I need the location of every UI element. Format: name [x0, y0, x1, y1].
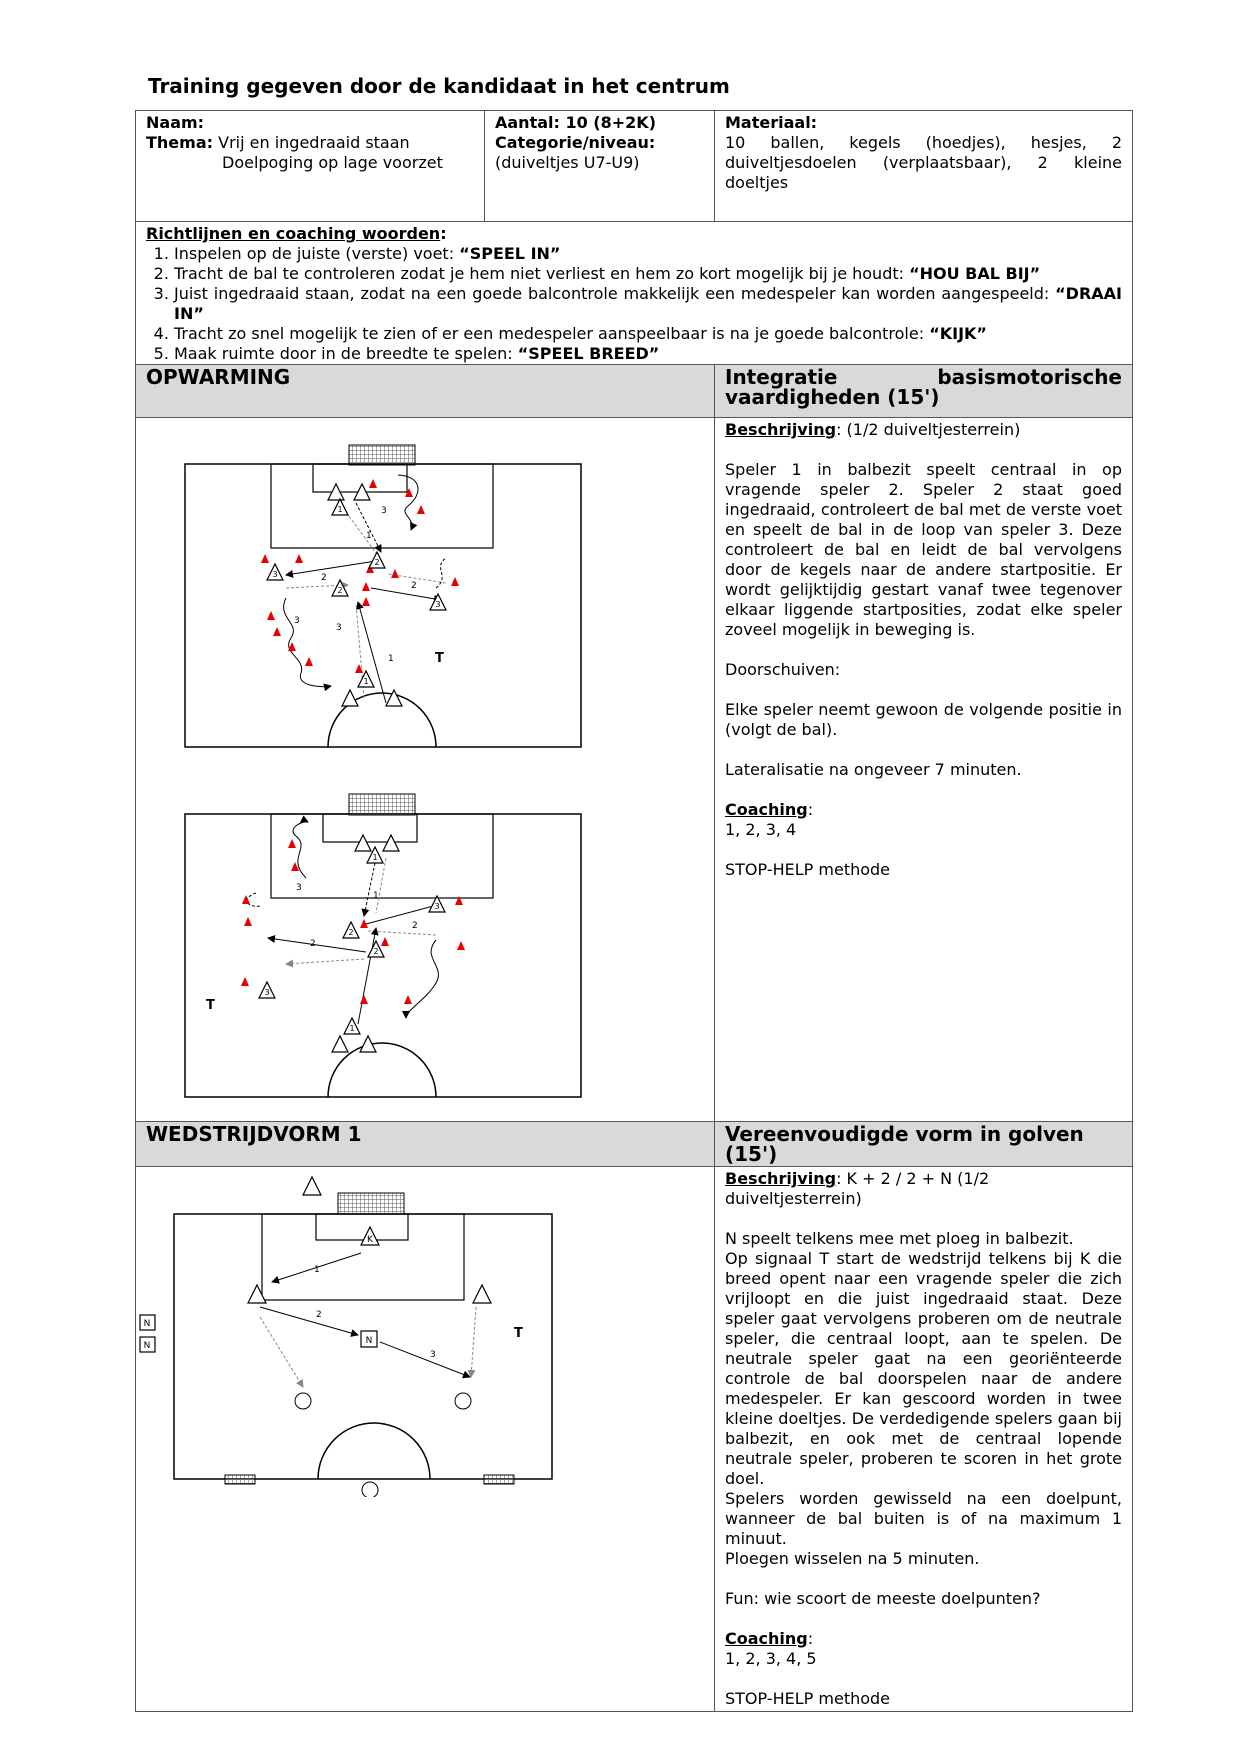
goal-net	[349, 794, 415, 815]
opwarming-description-cell: Beschrijving: (1/2 duiveltjesterrein) Speler 1 in balbezit speelt centraal in op vragende speler 2. Speler 2 staat goed ingedraaid, controleert de bal met de verste voet en speelt de bal in de loop van speler 3. Deze controleert de bal en leidt de bal vervolgens door de kegels naar de andere startpositie. Er wordt gelijktijdig gestart vanaf twee tegenover elkaar liggende startposities, zodat elke speler zoveel mogelijk in beweging is. Doorschuiven: Elke speler neemt gewoon de volgende positie in (volgt de bal). Lateralisatie na ongeveer 7 minuten. Coaching: 1, 2, 3, 4 STOP-HELP methode	[715, 418, 1133, 1122]
list-item: 3. Juist ingedraaid staan, zodat na een goede balcontrole makkelijk een medespeler kan worden aangespeeld: “DRAAI IN”	[174, 284, 1122, 324]
thema-line1: Vrij en ingedraaid staan	[218, 133, 410, 152]
svg-text:T: T	[206, 998, 215, 1013]
svg-text:3: 3	[264, 988, 270, 997]
wedstrijdvorm-para5: Fun: wie scoort de meeste doelpunten?	[725, 1589, 1041, 1608]
materiaal-line1: 10 ballen, kegels (hoedjes), hesjes, 2	[725, 133, 1122, 152]
thema-line2: Doelpoging op lage voorzet	[222, 153, 443, 172]
svg-text:3: 3	[272, 570, 278, 579]
svg-text:1: 1	[314, 1265, 320, 1275]
list-item: 2. Tracht de bal te controleren zodat je hem niet verliest en hem zo kort mogelijk bij je houdt: “HOU BAL BIJ”	[174, 264, 1122, 284]
coaching-value: 1, 2, 3, 4, 5	[725, 1649, 817, 1668]
penalty-area	[271, 814, 493, 898]
method-text: STOP-HELP methode	[725, 860, 891, 879]
opwarming-label: OPWARMING	[136, 365, 715, 418]
svg-text:3: 3	[434, 902, 440, 911]
method-text: STOP-HELP methode	[725, 1689, 891, 1708]
svg-text:3: 3	[430, 1350, 436, 1360]
svg-text:2: 2	[411, 581, 417, 591]
svg-text:2: 2	[316, 1310, 322, 1320]
thema-label: Thema:	[146, 133, 214, 152]
trainer-label: T	[435, 651, 444, 666]
svg-text:N: N	[365, 1336, 373, 1346]
materiaal-cell	[715, 111, 1133, 222]
opwarming-diagram-cell	[136, 418, 715, 1122]
svg-text:N: N	[143, 1319, 151, 1329]
goal-area	[323, 814, 417, 842]
svg-text:3: 3	[294, 616, 300, 626]
richtlijnen-list	[146, 244, 1122, 364]
diagram-1	[185, 445, 581, 747]
beschrijving-label: Beschrijving	[725, 420, 837, 439]
opwarming-diagrams	[136, 418, 602, 1116]
opwarming-para1: Speler 1 in balbezit speelt centraal in op vragende speler 2. Speler 2 staat goed ingedraaid, controleert de bal met de verste voet en speelt de bal in de loop van speler 3. Deze controleert de bal en leidt de bal vervolgens door de kegels naar de andere startpositie. Er wordt gelijktijdig gestart vanaf twee tegenover elkaar liggende startposities, zodat elke speler zoveel mogelijk in beweging is.	[725, 460, 1122, 639]
ball-icon	[362, 1482, 378, 1497]
aantal-cell	[485, 111, 715, 222]
svg-text:2: 2	[310, 939, 316, 949]
aantal-label: Aantal: 10 (8+2K)	[495, 113, 656, 132]
naam-label: Naam:	[146, 113, 205, 132]
svg-text:2: 2	[374, 558, 380, 567]
goal-net	[338, 1193, 404, 1214]
naam-thema-cell	[136, 111, 485, 222]
svg-text:1: 1	[366, 531, 372, 541]
categorie-value: (duiveltjes U7-U9)	[495, 153, 640, 172]
richtlijnen-cell: Richtlijnen en coaching woorden: 1. Inspelen op de juiste (verste) voet: “SPEEL IN” 2. Tracht de bal te controleren zodat je hem niet verliest en hem zo kort mogelijk bij je houdt: “HOU BAL BIJ” 3. Juist ingedraaid staan, zodat na een goede balcontrole makkelijk een medespeler kan worden aangespeeld: “DRAAI IN” 4. Tracht zo snel mogelijk te zien of er een medespeler aanspeelbaar is na je goede balcontrole: “KIJK” 5. Maak ruimte door in de breedte te spelen: “SPEEL BREED”	[136, 222, 1133, 365]
page-title: Training gegeven door de kandidaat in het centrum	[148, 74, 730, 98]
svg-text:K: K	[367, 1235, 373, 1245]
svg-text:1: 1	[363, 677, 369, 686]
richtlijnen-heading: Richtlijnen en coaching woorden	[146, 224, 441, 243]
svg-text:1: 1	[372, 853, 378, 862]
goal-area	[316, 1214, 408, 1240]
wedstrijdvorm-para4: Ploegen wisselen na 5 minuten.	[725, 1549, 980, 1568]
ball-icon	[295, 1393, 311, 1409]
coaching-label: Coaching	[725, 1629, 808, 1648]
opwarming-para4: Lateralisatie na ongeveer 7 minuten.	[725, 760, 1022, 779]
wedstrijdvorm-content-row	[136, 1167, 1133, 1712]
small-goal-right	[484, 1475, 514, 1484]
svg-text:2: 2	[412, 921, 418, 931]
wedstrijdvorm-description-cell: Beschrijving: K + 2 / 2 + N (1/2 duiveltjesterrein) N speelt telkens mee met ploeg in balbezit. Op signaal T start de wedstrijd telkens bij K die breed opent naar een vragende speler die zich vrijloopt en die juist ingedraaid staat. Deze speler gaat vervolgens proberen om de neutrale speler, die centraal loopt, aan te spelen. De neutrale speler gaat na een georiënteerde controle de bal doorspelen naar de andere medespeler. Er kan gescoord worden in twee kleine doeltjes. De verdedigende spelers gaan bij balbezit, en ook met de centraal lopende neutrale speler, proberen te scoren in het grote doel. Spelers worden gewisseld na een doelpunt, wanneer de bal buiten is of na maximum 1 minuut. Ploegen wisselen na 5 minuten. Fun: wie scoort de meeste doelpunten? Coaching: 1, 2, 3, 4, 5 STOP-HELP methode	[715, 1167, 1133, 1712]
opwarming-title: Integratie basismotorische vaardigheden (15')	[715, 365, 1133, 418]
wedstrijdvorm-diagram	[136, 1167, 602, 1497]
penalty-area	[262, 1214, 464, 1300]
svg-text:3: 3	[435, 600, 441, 609]
wedstrijdvorm-para1: N speelt telkens mee met ploeg in balbezit.	[725, 1229, 1074, 1248]
materiaal-line2: duiveltjesdoelen (verplaatsbaar), 2 kleine	[725, 153, 1122, 172]
svg-text:1: 1	[349, 1024, 355, 1033]
opwarming-content-row	[136, 418, 1133, 1122]
wedstrijdvorm-diagram-cell	[136, 1167, 715, 1712]
opwarming-header-row	[136, 365, 1133, 418]
center-circle	[318, 1423, 430, 1479]
coaching-value: 1, 2, 3, 4	[725, 820, 797, 839]
goal-net	[349, 445, 415, 465]
list-item: 1. Inspelen op de juiste (verste) voet: “SPEEL IN”	[174, 244, 1122, 264]
svg-text:2: 2	[373, 947, 379, 956]
svg-text:T: T	[514, 1326, 523, 1341]
richtlijnen-row	[136, 222, 1133, 365]
opwarming-para2: Doorschuiven:	[725, 660, 841, 679]
opwarming-para3: Elke speler neemt gewoon de volgende positie in (volgt de bal).	[725, 700, 1122, 739]
wedstrijdvorm-para2: Op signaal T start de wedstrijd telkens bij K die breed opent naar een vragende speler die zich vrijloopt en die juist ingedraaid staat. Deze speler gaat vervolgens proberen om de neutrale speler, die centraal loopt, aan te spelen. De neutrale speler gaat na een georiënteerde controle de bal doorspelen naar de andere medespeler. Er kan gescoord worden in twee kleine doeltjes. De verdedigende spelers gaan bij balbezit, en ook met de centraal lopende neutrale speler, proberen te scoren in het grote doel.	[725, 1249, 1122, 1488]
wedstrijdvorm-para3: Spelers worden gewisseld na een doelpunt, wanneer de bal buiten is of na maximum 1 minuut.	[725, 1489, 1122, 1548]
svg-text:3: 3	[381, 506, 387, 516]
training-table	[135, 110, 1133, 1712]
svg-text:1: 1	[337, 505, 343, 514]
ball-icon	[455, 1393, 471, 1409]
svg-text:N: N	[143, 1341, 151, 1351]
categorie-label: Categorie/niveau:	[495, 133, 656, 152]
list-item: 5. Maak ruimte door in de breedte te spelen: “SPEEL BREED”	[174, 344, 1122, 364]
svg-text:3: 3	[296, 883, 302, 893]
wedstrijdvorm-label: WEDSTRIJDVORM 1	[136, 1122, 715, 1167]
coaching-label: Coaching	[725, 800, 808, 819]
materiaal-line3: doeltjes	[725, 173, 789, 192]
svg-text:3: 3	[336, 623, 342, 633]
svg-text:2: 2	[321, 573, 327, 583]
svg-text:2: 2	[337, 586, 343, 595]
list-item: 4. Tracht zo snel mogelijk te zien of er een medespeler aanspeelbaar is na je goede balcontrole: “KIJK”	[174, 324, 1122, 344]
wedstrijdvorm-title: Vereenvoudigde vorm in golven (15')	[715, 1122, 1133, 1167]
beschrijving-label: Beschrijving	[725, 1169, 837, 1188]
diagram-2	[185, 794, 581, 1097]
svg-text:1: 1	[373, 891, 379, 901]
small-goal-left	[225, 1475, 255, 1484]
header-row	[136, 111, 1133, 222]
materiaal-label: Materiaal:	[725, 113, 818, 132]
wedstrijdvorm-header-row	[136, 1122, 1133, 1167]
svg-text:1: 1	[388, 654, 394, 664]
svg-text:2: 2	[348, 928, 354, 937]
